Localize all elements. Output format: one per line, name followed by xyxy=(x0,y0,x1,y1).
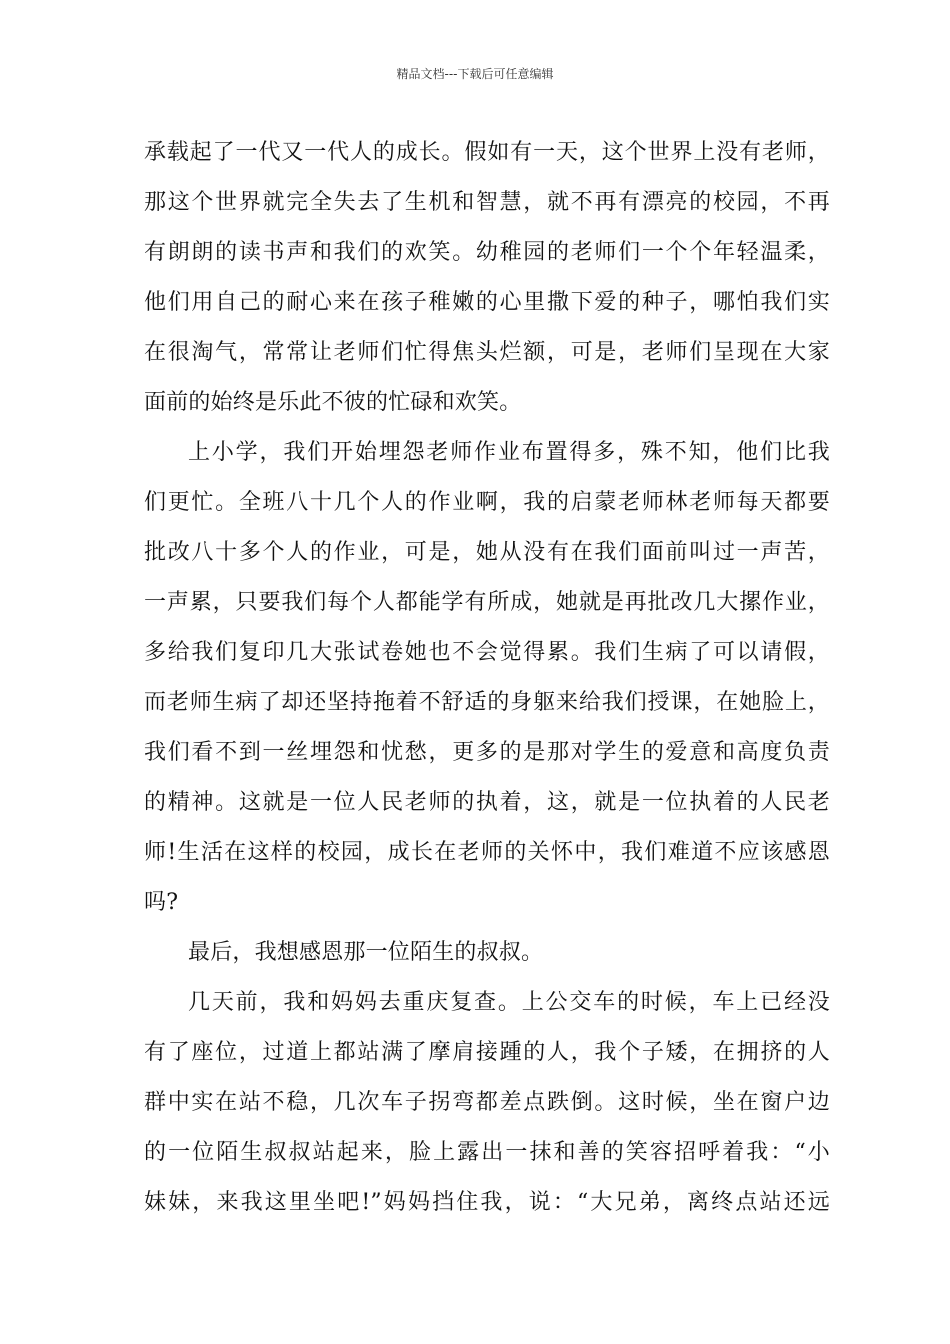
text-line: 他们用自己的耐心来在孩子稚嫩的心里撒下爱的种子，哪怕我们实 xyxy=(144,290,830,315)
paragraph-1 xyxy=(144,128,830,428)
text-line: 多给我们复印几大张试卷她也不会觉得累。我们生病了可以请假， xyxy=(144,640,830,665)
document-body xyxy=(144,128,830,1228)
page-header: 精品文档---下载后可任意编辑 xyxy=(396,67,554,81)
paragraph-4 xyxy=(144,978,830,1228)
text-line: 妹妹，来我这里坐吧!”妈妈挡住我，说：“大兄弟，离终点站还远 xyxy=(144,1190,830,1215)
text-line: 在很淘气，常常让老师们忙得焦头烂额，可是，老师们呈现在大家 xyxy=(144,340,830,365)
paragraph-3 xyxy=(144,928,830,978)
text-line: 的精神。这就是一位人民老师的执着，这，就是一位执着的人民老 xyxy=(144,790,830,815)
text-line: 那这个世界就完全失去了生机和智慧，就不再有漂亮的校园，不再 xyxy=(144,190,830,215)
text-line: 面前的始终是乐此不彼的忙碌和欢笑。 xyxy=(144,390,522,415)
text-line: 有了座位，过道上都站满了摩肩接踵的人，我个子矮，在拥挤的人 xyxy=(144,1040,830,1065)
text-line: 我们看不到一丝埋怨和忧愁，更多的是那对学生的爱意和高度负责 xyxy=(144,740,830,765)
text-line: 群中实在站不稳，几次车子拐弯都差点跌倒。这时候，坐在窗户边 xyxy=(144,1090,830,1115)
text-line: 有朗朗的读书声和我们的欢笑。幼稚园的老师们一个个年轻温柔， xyxy=(144,240,830,265)
text-line: 吗? xyxy=(144,890,179,915)
text-line: 而老师生病了却还坚持拖着不舒适的身躯来给我们授课，在她脸上， xyxy=(144,690,830,715)
text-line: 们更忙。全班八十几个人的作业啊，我的启蒙老师林老师每天都要 xyxy=(144,490,830,515)
text-line: 的一位陌生叔叔站起来，脸上露出一抹和善的笑容招呼着我：“小 xyxy=(144,1140,830,1165)
text-line: 一声累，只要我们每个人都能学有所成，她就是再批改几大摞作业， xyxy=(144,590,830,615)
text-line: 上小学，我们开始埋怨老师作业布置得多，殊不知，他们比我 xyxy=(188,440,830,465)
text-line: 承载起了一代又一代人的成长。假如有一天，这个世界上没有老师， xyxy=(144,140,830,165)
text-line: 最后，我想感恩那一位陌生的叔叔。 xyxy=(188,940,544,965)
text-line: 几天前，我和妈妈去重庆复查。上公交车的时候，车上已经没 xyxy=(188,990,830,1015)
paragraph-2 xyxy=(144,428,830,928)
text-line: 师!生活在这样的校园，成长在老师的关怀中，我们难道不应该感恩 xyxy=(144,840,830,865)
text-line: 批改八十多个人的作业，可是，她从没有在我们面前叫过一声苦， xyxy=(144,540,830,565)
